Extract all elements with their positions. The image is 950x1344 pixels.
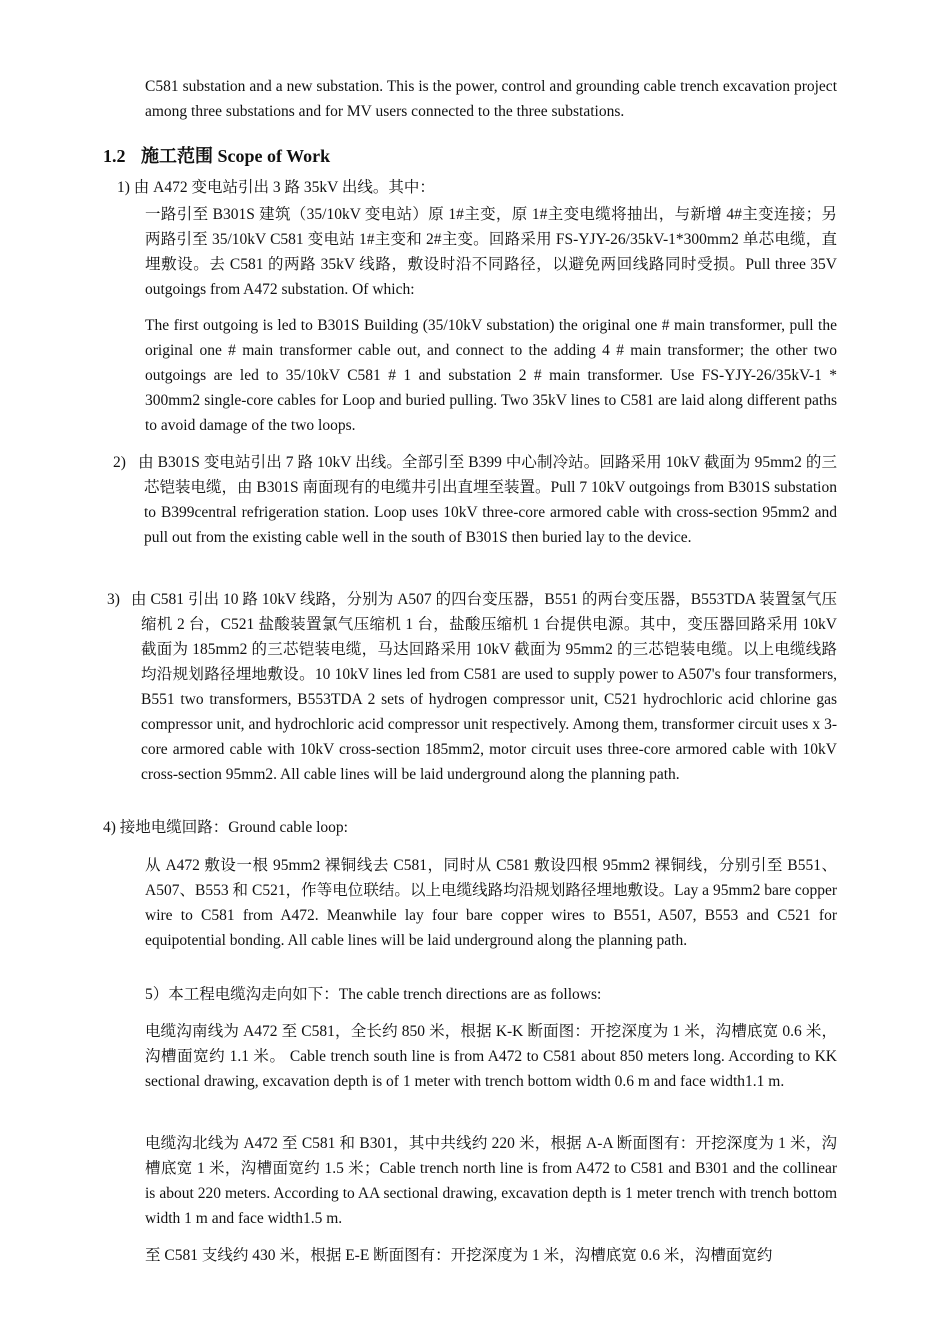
section-number: 1.2 [103, 146, 126, 166]
item-2-label: 2) [113, 454, 126, 471]
item-3-label: 3) [107, 591, 120, 608]
item-3-paragraph: 由 C581 引出 10 路 10kV 线路，分别为 A507 的四台变压器，B551 的两台变压器，B553TDA 装置氢气压缩机 2 台，C521 盐酸装置氯气压缩机 1 台，盐酸压缩机 1 台提供电源。其中，变压器回路采用 10kV 截面为 185mm2 的三芯铠装电缆，马达回路采用 10kV 截面为 95mm2 的三芯铠装电缆。以上电缆线路均沿规划路径埋地敷设。10 10kV lines led from C581 are used to supply power to A507's four transformers, B551 two transformers, B553TDA 2 sets of hydrogen compressor unit, C521 hydrochloric acid chlorine gas compressor unit, and hydrochloric acid compressor unit respectively. Among them, transformer circuit uses x 3-core armored cable with 10kV cross-section 185mm2, motor circuit uses three-core armored cable with 10kV cross-section 95mm2. All cable lines will be laid underground along the planning path. [131, 591, 837, 783]
section-title: 施工范围 Scope of Work [141, 146, 331, 166]
item-1-paragraph-cn: 一路引至 B301S 建筑（35/10kV 变电站）原 1#主变，原 1#主变电缆将抽出，与新增 4#主变连接；另两路引至 35/10kV C581 变电站 1#主变和 2#主变。回路采用 FS-YJY-26/35kV-1*300mm2 单芯电缆，直埋敷设。去 C581 的两路 35kV 线路，敷设时沿不同路径，以避免两回线路同时受损。Pull three 35V outgoings from A472 substation. Of which: [145, 206, 837, 298]
trench-branch-paragraph: 至 C581 支线约 430 米，根据 E-E 断面图有：开挖深度为 1 米，沟槽底宽 0.6 米，沟槽面宽约 [145, 1247, 773, 1264]
item-1-paragraph-en: The first outgoing is led to B301S Building (35/10kV substation) the original one # main transformer, pull the original one # main transformer cable out, and connect to the adding 4 # main transformer; the other two outgoings are led to 35/10kV C581 # 1 and substation 2 # main transformer. Use FS-YJY-26/35kV-1 * 300mm2 single-core cables for Loop and buried pulling. Two 35kV lines to C581 are laid along different paths to avoid damage of the two loops. [145, 317, 837, 434]
trench-south-paragraph: 电缆沟南线为 A472 至 C581，全长约 850 米，根据 K-K 断面图：开挖深度为 1 米，沟槽底宽 0.6 米，沟槽面宽约 1.1 米。 Cable trench south line is from A472 to C581 about 850 meters long. According to KK sectional drawing, excavation depth is of 1 meter with trench bottom width 0.6 m and face width1.1 m. [145, 1023, 837, 1090]
item-1-label: 1) 由 A472 变电站引出 3 路 35kV 出线。其中： [117, 179, 435, 196]
trench-north-paragraph: 电缆沟北线为 A472 至 C581 和 B301，其中共线约 220 米，根据 A-A 断面图有：开挖深度为 1 米，沟槽底宽 1 米，沟槽面宽约 1.5 米；Cable trench north line is from A472 to C581 and B301 and the collinear is about 220 meters. According to AA sectional drawing, excavation depth is 1 meter trench with trench bottom width 1 m and face width1.5 m. [145, 1135, 837, 1227]
item-2-paragraph [138, 450, 837, 550]
intro-paragraph: C581 substation and a new substation. This is the power, control and grounding cable trench excavation project among three substations and for MV users connected to the three substations. [145, 78, 837, 120]
item-2-text: 由 B301S 变电站引出 7 路 10kV 出线。全部引至 B399 中心制冷站。回路采用 10kV 截面为 95mm2 的三芯铠装电缆，由 B301S 南面现有的电缆井引出直埋至装置。Pull 7 10kV outgoings from B301S substation to B399central refrigeration station. Loop uses 10kV three-core armored cable with cross-section 95mm2 and pull out from the existing cable well in the south of B301S then buried lay to the device. [138, 454, 837, 546]
section-heading [103, 144, 330, 168]
item-4-paragraph: 从 A472 敷设一根 95mm2 裸铜线去 C581，同时从 C581 敷设四根 95mm2 裸铜线，分别引至 B551、A507、B553 和 C521，作等电位联结。以上电缆线路均沿规划路径埋地敷设。Lay a 95mm2 bare copper wire to C581 from A472. Meanwhile lay four bare copper wires to B551, A507, B553 and C521 for equipotential bonding. All cable lines will be laid underground along the planning path. [145, 857, 837, 949]
item-5-label: 5）本工程电缆沟走向如下：The cable trench directions are as follows: [145, 986, 602, 1003]
item-4-label: 4) 接地电缆回路：Ground cable loop: [103, 819, 348, 836]
